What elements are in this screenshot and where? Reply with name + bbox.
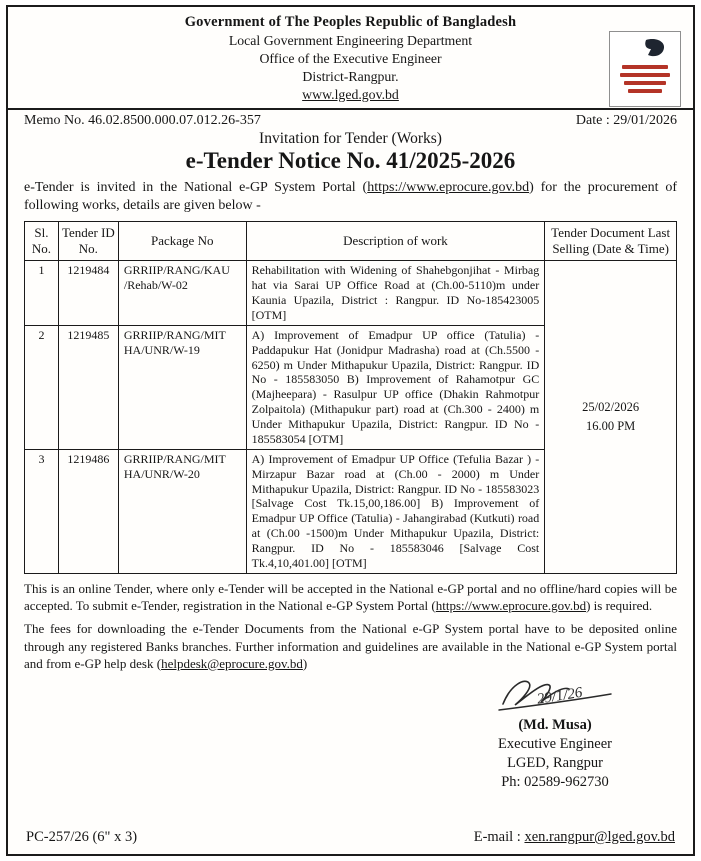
government-title: Government of The Peoples Republic of Bangladesh <box>184 14 517 30</box>
signatory-phone: Ph: 02589-962730 <box>501 773 609 790</box>
cell-package-no: GRRIIP/RANG/MIT HA/UNR/W-19 <box>118 325 246 449</box>
signature <box>491 674 619 716</box>
intro-text-2: ) for the procurement of following works, details are given below - <box>24 179 677 214</box>
signatory-organization: LGED, Rangpur <box>507 754 603 771</box>
intro-text-1: e-Tender is invited in the National e-GP System Portal ( <box>24 179 368 195</box>
cell-last-selling <box>545 261 677 574</box>
lged-website-link[interactable]: www.lged.gov.bd <box>302 86 399 102</box>
district-line: District-Rangpur. <box>302 68 399 84</box>
col-header-package-no: Package No <box>118 221 246 261</box>
email-line <box>474 829 675 846</box>
last-selling-time: 16.00 PM <box>585 419 636 433</box>
works-table <box>24 221 677 574</box>
note-online-tender <box>24 580 677 615</box>
memo-row <box>24 110 677 130</box>
cell-sl-no: 2 <box>25 325 59 449</box>
cell-package-no: GRRIIP/RANG/KAU /Rehab/W-02 <box>118 261 246 326</box>
col-header-tender-id: Tender ID No. <box>58 221 118 261</box>
note2-text-1: The fees for downloading the e-Tender Documents from the National e-GP System portal have to be deposited online through any registered Banks branches. Further information and guidelines are available in the National e-GP System portal and from e-GP help desk ( <box>24 621 677 671</box>
eprocure-link[interactable]: https://www.eprocure.gov.bd <box>367 179 530 195</box>
department-name: Local Government Engineering Department <box>228 32 473 48</box>
lged-logo-graphic <box>615 37 675 101</box>
pc-number: PC-257/26 (6" x 3) <box>26 829 138 845</box>
col-header-last-selling: Tender Document Last Selling (Date & Time) <box>545 221 677 261</box>
helpdesk-email-link[interactable]: helpdesk@eprocure.gov.bd <box>161 655 303 671</box>
footer-row <box>24 827 677 848</box>
letterhead <box>8 13 693 110</box>
table-header-row <box>25 221 677 261</box>
email-link[interactable]: xen.rangpur@lged.gov.bd <box>524 829 675 845</box>
cell-description: Rehabilitation with Widening of Shahebgonjihat - Mirbag hat via Sarai UP Office Road at (Ch.00-5110)m under Kaunia Upazila, District : Rangpur. ID No-185423005 [OTM] <box>246 261 545 326</box>
table-row <box>25 261 677 326</box>
note2-text-2: ) <box>302 655 308 671</box>
col-header-description: Description of work <box>246 221 545 261</box>
note1-text-1: This is an online Tender, where only e-Tender will be accepted in the National e-GP portal and no offline/hard copies will be accepted. To submit e-Tender, registration in the National e-GP System Portal ( <box>24 580 677 614</box>
cell-package-no: GRRIIP/RANG/MIT HA/UNR/W-20 <box>118 449 246 573</box>
email-label: E-mail : <box>473 829 525 845</box>
cell-sl-no: 3 <box>25 449 59 573</box>
intro-paragraph <box>24 179 677 216</box>
lged-logo <box>609 31 681 107</box>
cell-tender-id: 1219486 <box>58 449 118 573</box>
cell-tender-id: 1219484 <box>58 261 118 326</box>
note1-text-2: ) is required. <box>586 598 653 614</box>
signature-date-scribble: 29/1/26 <box>535 684 584 708</box>
signature-block <box>491 672 619 791</box>
cell-tender-id: 1219485 <box>58 325 118 449</box>
invitation-line: Invitation for Tender (Works) <box>259 129 442 147</box>
office-name: Office of the Executive Engineer <box>259 50 442 66</box>
memo-number: Memo No. 46.02.8500.000.07.012.26-357 <box>24 112 261 128</box>
memo-date: Date : 29/01/2026 <box>575 112 677 128</box>
eprocure-link[interactable]: https://www.eprocure.gov.bd <box>435 598 587 614</box>
signatory-name: (Md. Musa) <box>518 717 592 734</box>
cell-description: A) Improvement of Emadpur UP office (Tatulia) - Paddapukur Hat (Jonidpur Madrasha) road at (Ch.5500 - 6250) m Under Mithapukur Upazila, District: Rangpur. ID No - 185583050 B) Improvement of Rahamotpur GC (Majheepara) - Rasulpur UP office (Dhakin Rahmotpur Zolpaitola) (Mithapukur part) road at (Ch.300 - 2400) m Under Mithapukur Upazila, District: Rangpur. ID No - 185583054 [OTM] <box>246 325 545 449</box>
cell-sl-no: 1 <box>25 261 59 326</box>
cell-description: A) Improvement of Emadpur UP Office (Tefulia Bazar ) - Mirzapur Bazar road at (Ch.00 - 2000) m Under Mithapukur Upazila, District: Rangpur. ID No - 185583023 [Salvage Cost Tk.15,00,186.00] B) Improvement of Emadpur UP Office (Tatulia) - Jahangirabad (Kutkuti) road at (Ch.00 -1500)m Under Mithapukur Upazila, District: Rangpur. ID No - 185583046 [Salvage Cost Tk.4,10,401.00] [OTM] <box>246 449 545 573</box>
last-selling-date: 25/02/2026 <box>582 400 640 415</box>
document-frame <box>6 5 695 856</box>
signatory-designation: Executive Engineer <box>498 736 612 752</box>
notice-title: e-Tender Notice No. 41/2025-2026 <box>185 147 516 173</box>
col-header-sl-no: Sl. No. <box>25 221 59 261</box>
note-fees <box>24 620 677 672</box>
